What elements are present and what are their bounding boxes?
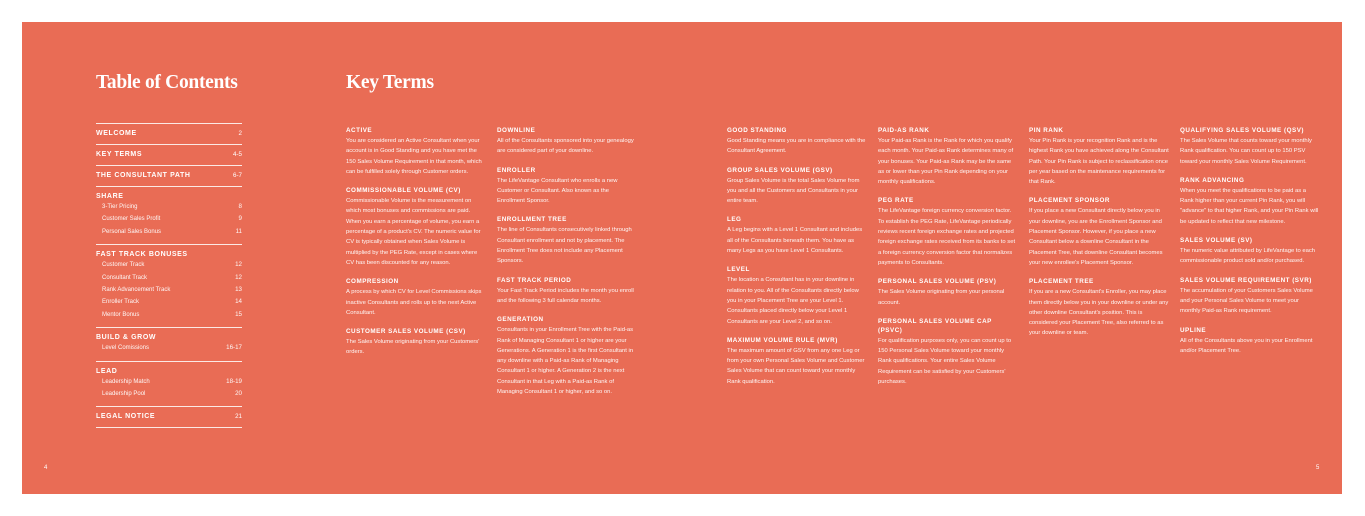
key-term-name: ENROLLMENT TREE [497,216,567,224]
key-term-name: DOWNLINE [497,127,536,134]
key-term-definition: The Sales Volume originating from your personal account. [878,289,1005,306]
key-term [1180,326,1320,357]
key-term [878,196,1018,268]
key-term-definition: The numeric value attributed by LifeVantage to each commissionable product sold and/or purchased. [1180,248,1316,265]
toc-entry[interactable] [96,127,242,138]
key-term [878,277,1018,308]
toc-entry-page: 6-7 [233,172,242,179]
key-term-definition: For qualification purposes only, you can count up to 150 Personal Sales Volume toward your monthly Rank qualifications. Your entire Sales Volume Requirement can be satisfied by your Customers' purchases. [878,337,1012,386]
toc-subentry[interactable] [96,309,242,321]
toc-subentry-page: 12 [235,261,242,269]
toc-entry[interactable] [96,190,242,201]
toc-entry-label: BUILD & GROW [96,334,157,342]
key-term-name: PERSONAL SALES VOLUME CAP (PSVC) [878,317,992,334]
toc-subentry[interactable] [96,272,242,284]
toc-subentry-label: Customer Track [102,262,145,269]
key-term-definition: The LifeVantage foreign currency conversion factor. To establish the PEG Rate, LifeVantage periodically reviews recent foreign exchange rates and projected foreign exchange rates received from its banks to set a foreign currency conversion factor that normalizes payments to Consultants. [878,208,1016,266]
toc-subentry-page: 14 [235,298,242,306]
toc-subentry-label: Leadership Pool [102,391,146,398]
key-term [878,126,1018,187]
toc-entry[interactable] [96,331,242,342]
key-term-name: PIN RANK [1029,127,1064,134]
key-term-name: CUSTOMER SALES VOLUME (CSV) [346,328,466,336]
key-term-definition: Your Pin Rank is your recognition Rank and is the highest Rank you have achieved along the Consultant Path. Your Pin Rank is subject to reclassification once per year based on the maintenance requirements for that Rank. [1029,138,1169,186]
key-term-definition: All of the Consultants sponsored into your genealogy are considered part of your downline. [497,138,634,155]
toc-section [96,245,242,328]
key-terms-title: Key Terms [346,72,434,93]
key-term-name: LEG [727,216,742,224]
key-term [497,126,637,157]
key-term [346,126,486,177]
key-term-name: SALES VOLUME (SV) [1180,237,1253,245]
key-term-name: RANK ADVANCING [1180,176,1245,184]
toc-section [96,362,242,408]
key-term [346,186,486,268]
toc-subentry-page: 11 [235,227,242,235]
toc-subentry-label: Consultant Track [102,274,148,281]
key-term-name: LEVEL [727,266,750,274]
toc-entry-page: 4-5 [233,151,242,158]
key-term [727,265,867,326]
toc-subentry-label: 3-Tier Pricing [102,204,138,210]
toc-subentry-label: Enroller Track [102,299,140,306]
toc-section [96,407,242,428]
key-term-name: COMMISSIONABLE VOLUME (CV) [346,187,461,195]
toc-entry[interactable] [96,169,242,180]
key-term [1180,276,1320,317]
brochure-spread [22,22,1342,494]
toc-subentry-label: Personal Sales Bonus [102,228,162,235]
toc-section [96,328,242,361]
key-term-definition: Group Sales Volume is the total Sales Volume from you and all the Customers and Consultants in your entire team. [727,177,860,205]
toc-subentry-page: 15 [235,310,242,318]
key-term-definition: A Leg begins with a Level 1 Consultant and includes all of the Consultants beneath them. You have as many Legs as you have Level 1 Consultants. [727,227,863,255]
toc-subentry-label: Customer Sales Profit [102,216,161,223]
key-term [1180,176,1320,227]
toc-section [96,145,242,166]
toc-entry-label: LEGAL NOTICE [96,413,156,421]
key-term-definition: Consultants in your Enrollment Tree with the Paid-as Rank of Managing Consultant 1 or higher are your Generations. A Generation 1 is the first Consultant in any downline with a Paid-as Rank of Managing Consultant 1 or higher. A Generation 2 is the next Consultant in that Leg with a Paid-as Rank of Managing Consultant 1 or higher, and so on. [497,327,634,396]
toc-entry-label: SHARE [96,193,124,200]
toc-entry-label: KEY TERMS [96,151,143,158]
toc-entry[interactable] [96,410,242,421]
key-term-name: GOOD STANDING [727,127,787,134]
key-term-name: PAID-AS RANK [878,127,930,134]
toc-subentry[interactable] [96,296,242,308]
key-terms-column-4 [878,126,1018,396]
key-term [727,126,867,157]
key-term-name: UPLINE [1180,326,1207,334]
key-term-definition: The accumulation of your Customers Sales Volume and your Personal Sales Volume to meet your monthly Paid-as Rank requirement. [1180,287,1313,315]
toc-subentry-page: 12 [235,273,242,281]
key-term [497,215,637,266]
toc-entry-label: THE CONSULTANT PATH [96,172,191,179]
toc-entry[interactable] [96,365,242,376]
key-term-name: PLACEMENT TREE [1029,278,1094,286]
toc-title: Table of Contents [96,72,238,93]
key-term [1029,126,1169,187]
key-term [1180,236,1320,267]
key-term-name: PEG RATE [878,197,914,205]
toc-entry[interactable] [96,148,242,159]
toc-subentry-label: Mentor Bonus [102,311,140,318]
key-terms-column-6 [1180,126,1320,365]
key-term-definition: A process by which CV for Level Commissions skips inactive Consultants and rolls up to the next Active Consultant. [346,289,482,316]
key-term [727,336,867,387]
table-of-contents [96,123,242,428]
key-term-name: FAST TRACK PERIOD [497,276,572,284]
toc-subentry-page: 9 [238,215,242,223]
key-term [497,276,637,307]
toc-entry-page: 21 [235,413,242,421]
key-term-name: ENROLLER [497,166,536,174]
key-term [1029,277,1169,338]
toc-subentry-page: 13 [235,286,242,294]
key-term [346,277,486,318]
toc-subentry[interactable] [96,226,242,238]
toc-section [96,123,242,145]
toc-entry-label: WELCOME [96,130,137,137]
key-term-definition: Your Fast Track Period includes the month you enroll and the following 3 full calendar months. [497,287,634,304]
toc-subentry[interactable] [96,259,242,271]
toc-subentry[interactable] [96,376,242,388]
key-term-definition: If you are a new Consultant's Enroller, you may place them directly below you in your downline or under any other downline Consultant's position. This is considered your Placement Tree, also referred to as your downline or team. [1029,289,1169,337]
key-terms-column-3 [727,126,867,396]
key-term-name: ACTIVE [346,127,373,134]
toc-subentry-label: Rank Advancement Track [102,287,171,294]
key-terms-column-5 [1029,126,1169,348]
toc-subentry[interactable] [96,201,242,213]
toc-subentry[interactable] [96,388,242,400]
key-term-definition: Good Standing means you are in compliance with the Consultant Agreement. [727,138,866,155]
key-term [878,317,1018,387]
key-term-definition: The line of Consultants consecutively linked through Consultant enrollment and not by placement. The Enrollment Tree does not include any Placement Sponsors. [497,227,632,265]
key-term [1180,126,1320,167]
key-term-definition: If you place a new Consultant directly below you in your downline, you are the Enrollment Sponsor and Placement Sponsor. However, if you place a new Consultant below a downline Consultant in the Placement Tree, that downline Consultant becomes your new enrollee's Placement Sponsor. [1029,208,1163,266]
key-term-definition: The Sales Volume originating from your Customers' orders. [346,339,480,356]
toc-subentry-page: 16-17 [226,344,242,352]
toc-subentry-label: Leadership Match [102,378,150,385]
toc-subentry-page: 18-19 [226,377,242,385]
toc-subentry-page: 20 [235,390,242,398]
key-term-name: PERSONAL SALES VOLUME (PSV) [878,278,997,286]
key-term-definition: The maximum amount of GSV from any one Leg or from your own Personal Sales Volume and Customer Sales Volume that can count toward your monthly Rank qualification. [727,347,865,385]
toc-entry-page: 2 [238,130,242,137]
key-term-name: COMPRESSION [346,278,399,286]
toc-subentry-label: Level Comissions [102,345,150,352]
key-term [497,315,637,397]
key-term [497,166,637,207]
toc-section [96,187,242,245]
key-term-definition: Your Paid-as Rank is the Rank for which you qualify each month. Your Paid-as Rank determines many of your bonuses. Your Paid-as Rank may be the same as or lower than your Pin Rank depending on your monthly qualifications. [878,138,1014,186]
key-term-definition: Commissionable Volume is the measurement on which most bonuses and commissions are paid. When you earn a percentage of volume, you earn a percentage of a product's CV. The numeric value for CV is typically obtained when Sales Volume is multiplied by the PEG Rate, except in cases where CV has been discounted for any reason. [346,198,481,266]
key-term-name: SALES VOLUME REQUIREMENT (SVR) [1180,276,1312,284]
toc-entry-label: LEAD [96,367,118,375]
key-term-name: PLACEMENT SPONSOR [1029,197,1110,205]
toc-entry-label: FAST TRACK BONUSES [96,251,188,259]
key-term-name: GROUP SALES VOLUME (GSV) [727,166,833,174]
page-number-left: 4 [44,465,48,471]
key-term [1029,196,1169,268]
key-term [346,327,486,358]
key-terms-column-1 [346,126,486,367]
toc-section [96,166,242,187]
toc-entry[interactable] [96,248,242,259]
key-term-name: QUALIFYING SALES VOLUME (QSV) [1180,127,1305,134]
key-term-definition: The location a Consultant has in your downline in relation to you. All of the Consultants directly below you in your Placement Tree are your Level 1. Consultants placed directly below your Level 1 Consultants are your Level 2, and so on. [727,277,859,325]
key-term-name: MAXIMUM VOLUME RULE (MVR) [727,336,838,344]
toc-subentry-page: 8 [238,203,242,210]
toc-subentry[interactable] [96,342,242,354]
key-term [727,215,867,256]
key-terms-column-2 [497,126,637,406]
key-term-definition: The Sales Volume that counts toward your monthly Rank qualification. You can count up to 150 PSV toward your monthly Sales Volume Requirement. [1180,138,1312,165]
key-term-name: GENERATION [497,316,544,324]
key-term [727,166,867,207]
key-term-definition: The LifeVantage Consultant who enrolls a new Customer or Consultant. Also known as the Enrollment Sponsor. [497,177,618,205]
toc-subentry[interactable] [96,284,242,296]
page-number-right: 5 [1316,465,1320,471]
key-term-definition: All of the Consultants above you in your Enrollment and/or Placement Tree. [1180,337,1313,354]
key-term-definition: When you meet the qualifications to be paid as a Rank higher than your current Pin Rank, you will "advance" to that higher Rank, and your Pin Rank will be updated to reflect that new milestone. [1180,187,1319,225]
toc-subentry[interactable] [96,213,242,225]
key-term-definition: You are considered an Active Consultant when your account is in Good Standing and you have met the 150 Sales Volume Requirement in that month, which can be fulfilled solely through Customer orders. [346,138,482,175]
